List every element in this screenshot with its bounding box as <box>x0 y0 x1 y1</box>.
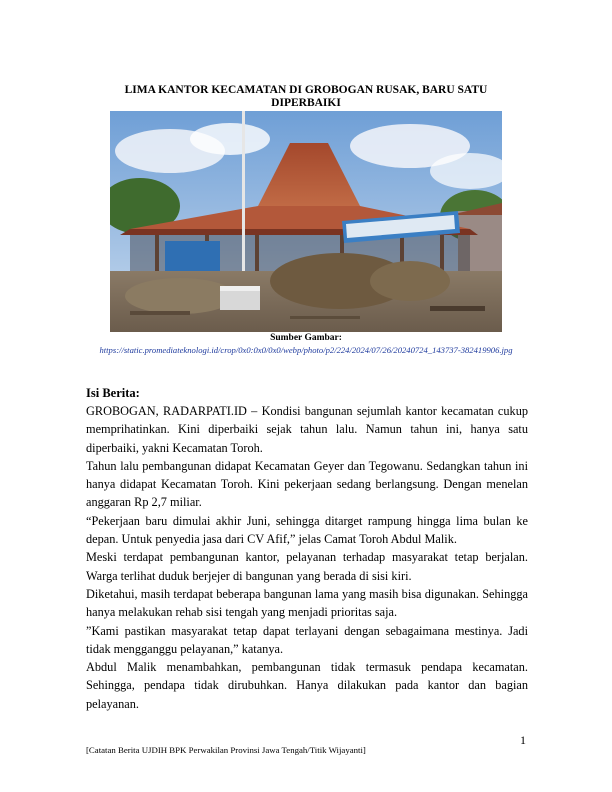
footer-note: [Catatan Berita UJDIH BPK Perwakilan Provinsi Jawa Tengah/Titik Wijayanti] <box>86 745 366 755</box>
paragraph: ”Kami pastikan masyarakat tetap dapat terlayani dengan sebagaimana mestinya. Jadi tidak mengganggu pelayanan,” katanya. <box>86 623 528 656</box>
paragraph: Tahun lalu pembangunan didapat Kecamatan Geyer dan Tegowanu. Sedangkan tahun ini hanya didapat Kecamatan Toroh. Kini pekerjaan sedang berlangsung. Dengan menelan anggaran Rp 2,7 miliar. <box>86 458 528 510</box>
image-caption-label: Sumber Gambar: <box>270 333 342 343</box>
section-heading: Isi Berita: <box>86 386 140 400</box>
image-source-link[interactable]: https://static.promediateknologi.id/crop/0x0:0x0/0x0/webp/photo/p2/224/2024/07/26/20240724_143737-382419906.jpg <box>99 345 513 355</box>
paragraph: Abdul Malik menambahkan, pembangunan tidak termasuk pendapa kecamatan. Sehingga, pendapa tidak dirubuhkan. Hanya dilakukan pada kantor dan bagian pelayanan. <box>86 660 528 711</box>
paragraph: Meski terdapat pembangunan kantor, pelayanan terhadap masyarakat tetap berjalan. Warga terlihat duduk berjejer di bangunan yang berada di sisi kiri. <box>86 550 528 583</box>
article-body <box>86 402 528 713</box>
document-title: LIMA KANTOR KECAMATAN DI GROBOGAN RUSAK, BARU SATU DIPERBAIKI <box>124 84 488 109</box>
paragraph: “Pekerjaan baru dimulai akhir Juni, sehingga ditarget rampung hingga lima bulan ke depan. Untuk penyedia jasa dari CV Afif,” jelas Camat Toroh Abdul Malik. <box>86 513 528 547</box>
paragraph: Diketahui, masih terdapat beberapa bangunan lama yang masih bisa digunakan. Sehingga hanya melakukan rehab sisi tengah yang menjadi prioritas saja. <box>86 586 528 620</box>
page-number: 1 <box>520 733 526 747</box>
paragraph: GROBOGAN, RADARPATI.ID – Kondisi bangunan sejumlah kantor kecamatan cukup memprihatinkan. Kini diperbaiki sejak tahun lalu. Namun tahun ini, hanya satu diperbaiki, yakni Kecamatan Toroh. <box>86 404 528 455</box>
news-photo <box>110 111 502 332</box>
